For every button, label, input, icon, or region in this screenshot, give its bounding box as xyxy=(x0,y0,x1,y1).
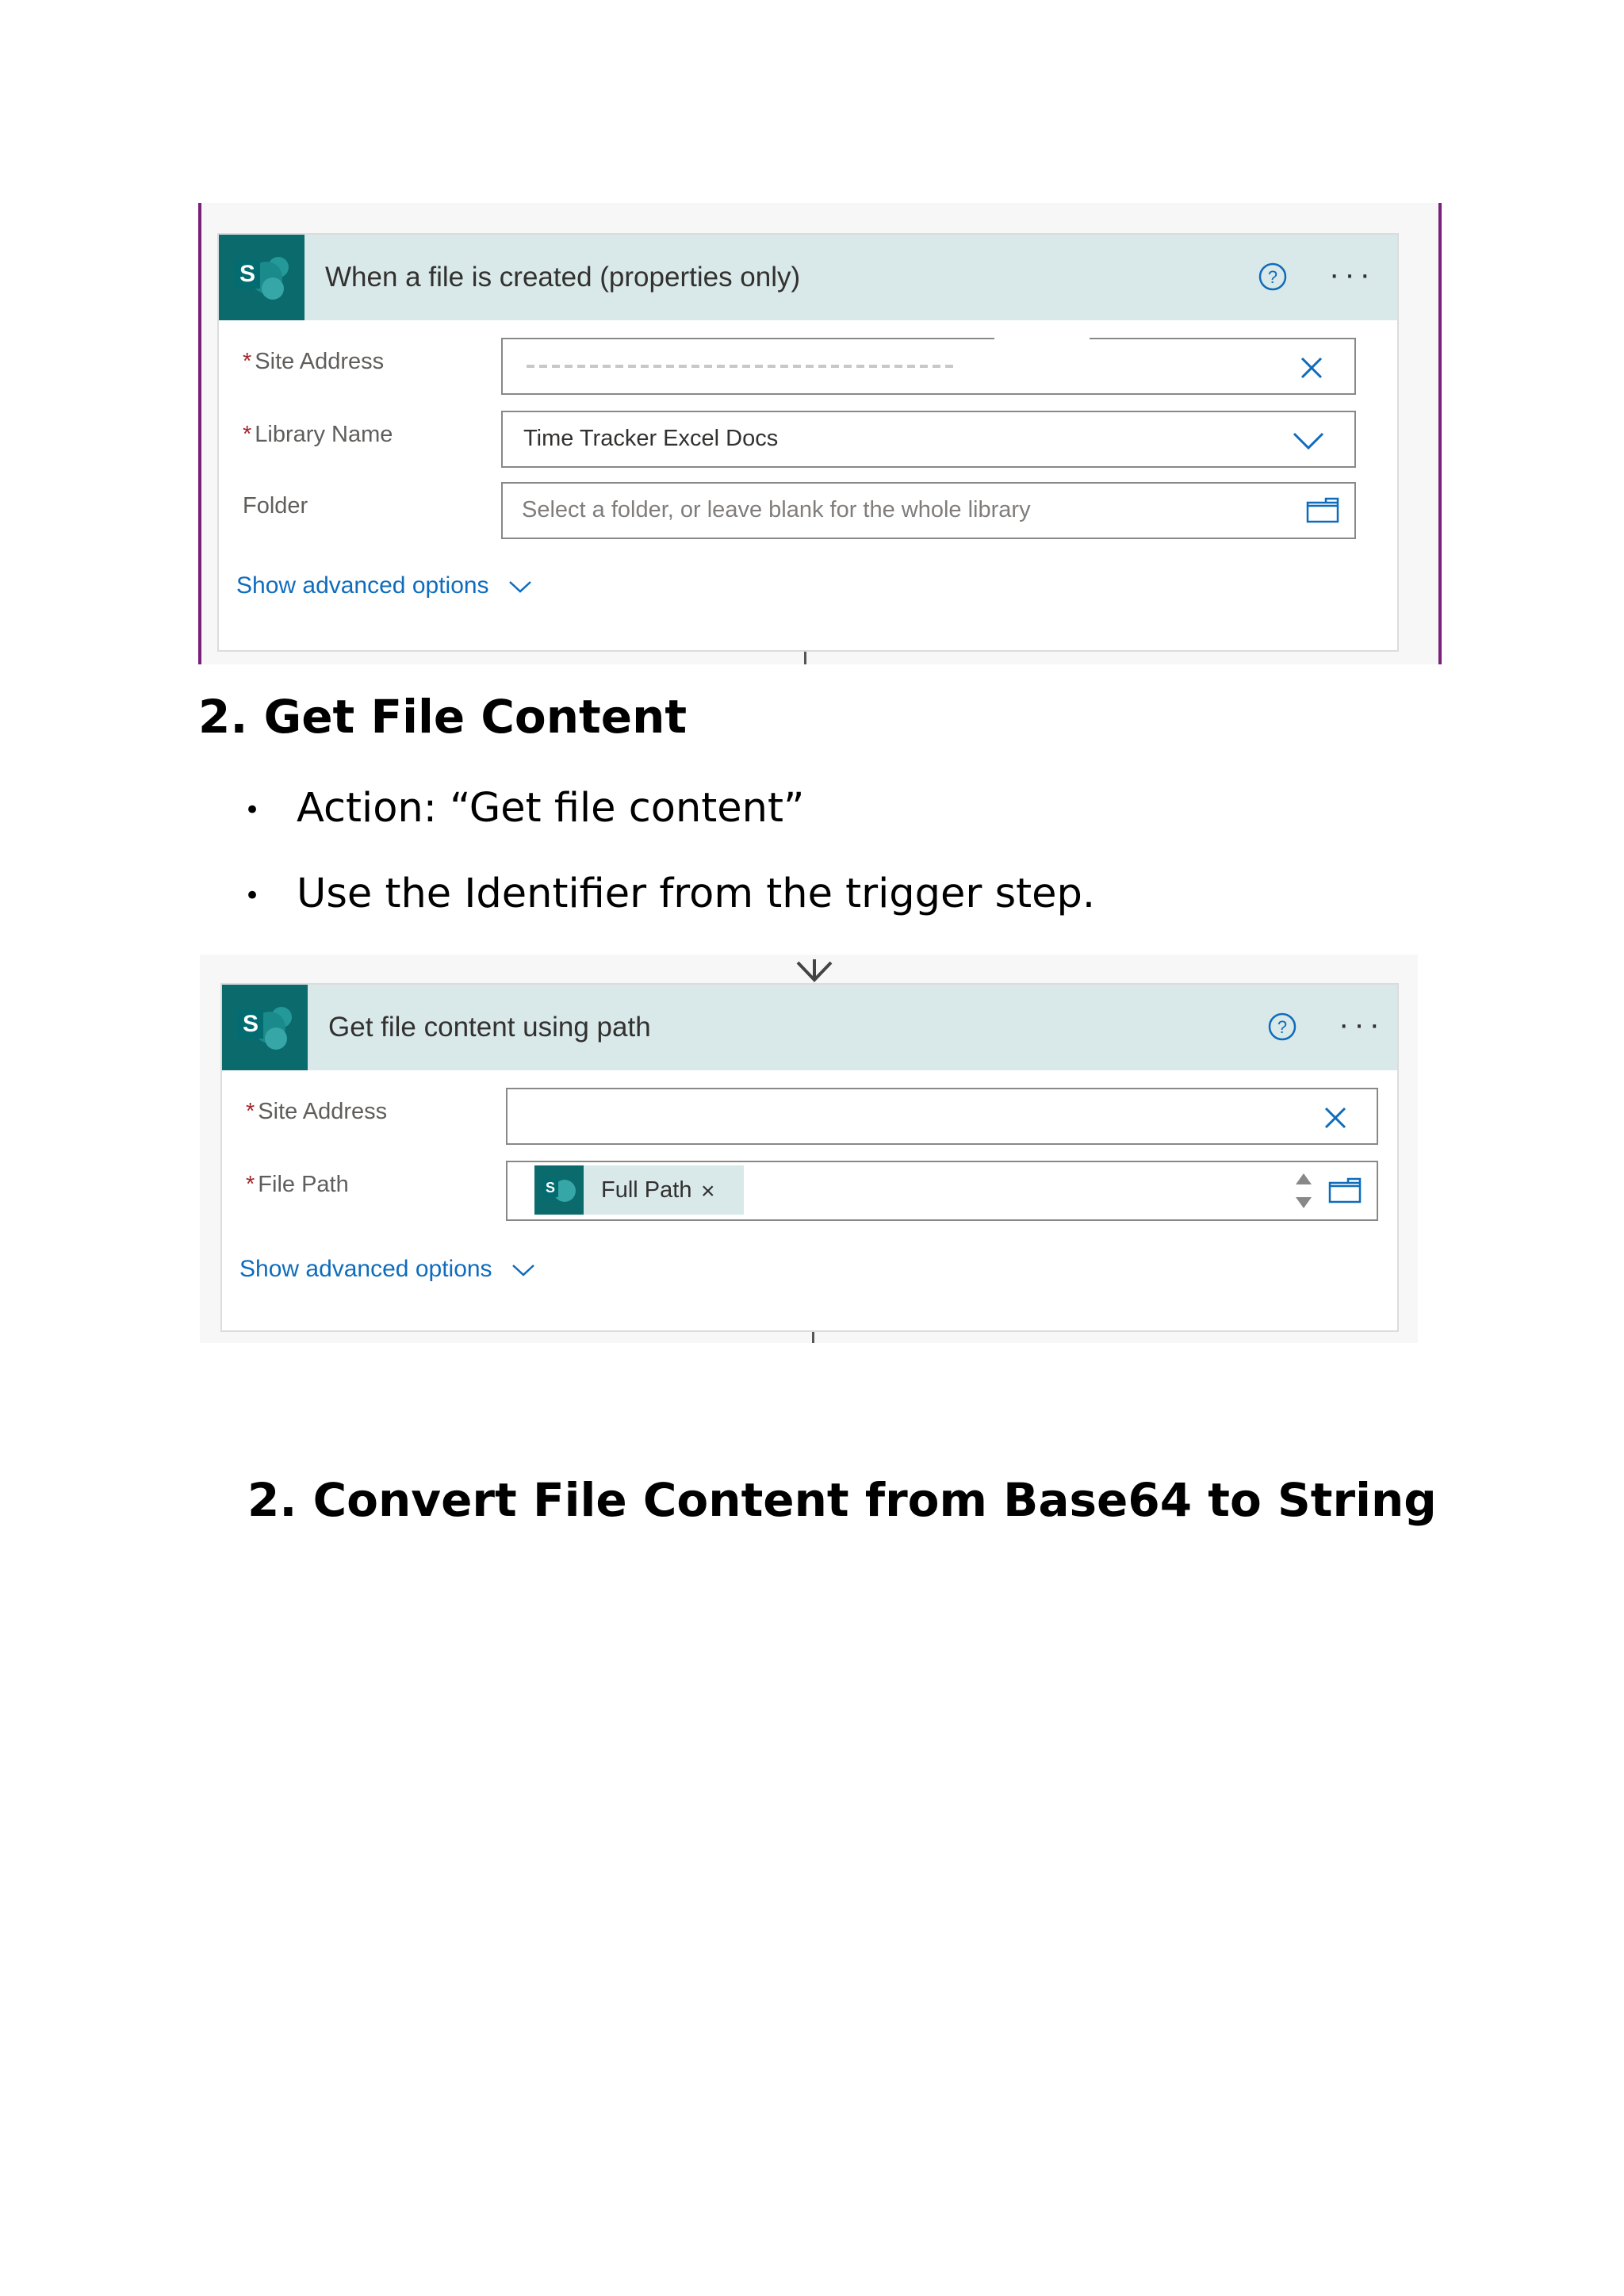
connector-line xyxy=(812,1330,814,1343)
token-label: Full Path xyxy=(601,1177,692,1203)
site-address-input[interactable] xyxy=(506,1088,1378,1145)
library-name-dropdown[interactable] xyxy=(501,411,1356,468)
folder-icon[interactable] xyxy=(1327,1177,1362,1205)
help-icon[interactable] xyxy=(1267,1012,1297,1042)
section-heading-convert-base64: 2. Convert File Content from Base64 to String xyxy=(247,1473,1437,1527)
help-icon[interactable] xyxy=(1258,262,1288,292)
trigger-card-title: When a file is created (properties only) xyxy=(325,262,801,293)
site-address-label: * Site Address xyxy=(243,349,385,374)
sort-arrows-icon[interactable] xyxy=(1294,1169,1313,1213)
chevron-down-icon[interactable] xyxy=(1293,431,1324,450)
get-file-card-title: Get file content using path xyxy=(328,1012,651,1043)
library-name-value: Time Tracker Excel Docs xyxy=(523,426,779,451)
svg-text:?: ? xyxy=(1277,1017,1288,1037)
site-address-input[interactable] xyxy=(501,338,1356,395)
show-advanced-options-link[interactable]: Show advanced options xyxy=(236,572,532,599)
down-arrow-icon xyxy=(793,956,836,985)
dynamic-content-token[interactable] xyxy=(534,1165,744,1215)
field-mask xyxy=(994,337,1090,343)
more-options-icon[interactable]: ··· xyxy=(1339,1007,1385,1042)
token-remove-icon[interactable]: × xyxy=(701,1178,715,1204)
get-file-card xyxy=(220,983,1399,1332)
purple-left-border xyxy=(198,203,201,664)
get-file-screenshot xyxy=(200,955,1418,1343)
bullet-item: • Action: “Get file content” xyxy=(244,785,805,832)
file-path-label: * File Path xyxy=(246,1172,349,1197)
folder-input[interactable] xyxy=(501,482,1356,539)
library-name-label: * Library Name xyxy=(243,422,393,447)
svg-text:?: ? xyxy=(1267,267,1278,287)
bullet-item: • Use the Identifier from the trigger step. xyxy=(244,871,1096,917)
sharepoint-icon: S xyxy=(534,1165,584,1215)
more-options-icon[interactable]: ··· xyxy=(1329,257,1375,292)
connector-line xyxy=(804,652,806,664)
site-address-label: * Site Address xyxy=(246,1099,388,1124)
section-heading-get-file-content: 2. Get File Content xyxy=(198,690,688,744)
sharepoint-icon: S xyxy=(219,235,304,320)
purple-right-border xyxy=(1438,203,1442,664)
redacted-site-address xyxy=(527,365,955,368)
get-file-card-header[interactable] xyxy=(222,985,1397,1070)
folder-label: Folder xyxy=(243,493,308,519)
show-advanced-options-link[interactable]: Show advanced options xyxy=(239,1256,535,1283)
chevron-down-icon xyxy=(511,1263,535,1277)
clear-icon[interactable] xyxy=(1299,355,1324,381)
trigger-screenshot xyxy=(198,203,1442,664)
chevron-down-icon xyxy=(508,580,532,594)
file-path-input[interactable] xyxy=(506,1161,1378,1221)
clear-icon[interactable] xyxy=(1323,1105,1348,1131)
folder-placeholder: Select a folder, or leave blank for the whole library xyxy=(522,497,1031,522)
trigger-card-header[interactable] xyxy=(219,235,1397,320)
trigger-card xyxy=(217,233,1399,652)
sharepoint-icon: S xyxy=(222,985,308,1070)
folder-icon[interactable] xyxy=(1305,496,1340,525)
